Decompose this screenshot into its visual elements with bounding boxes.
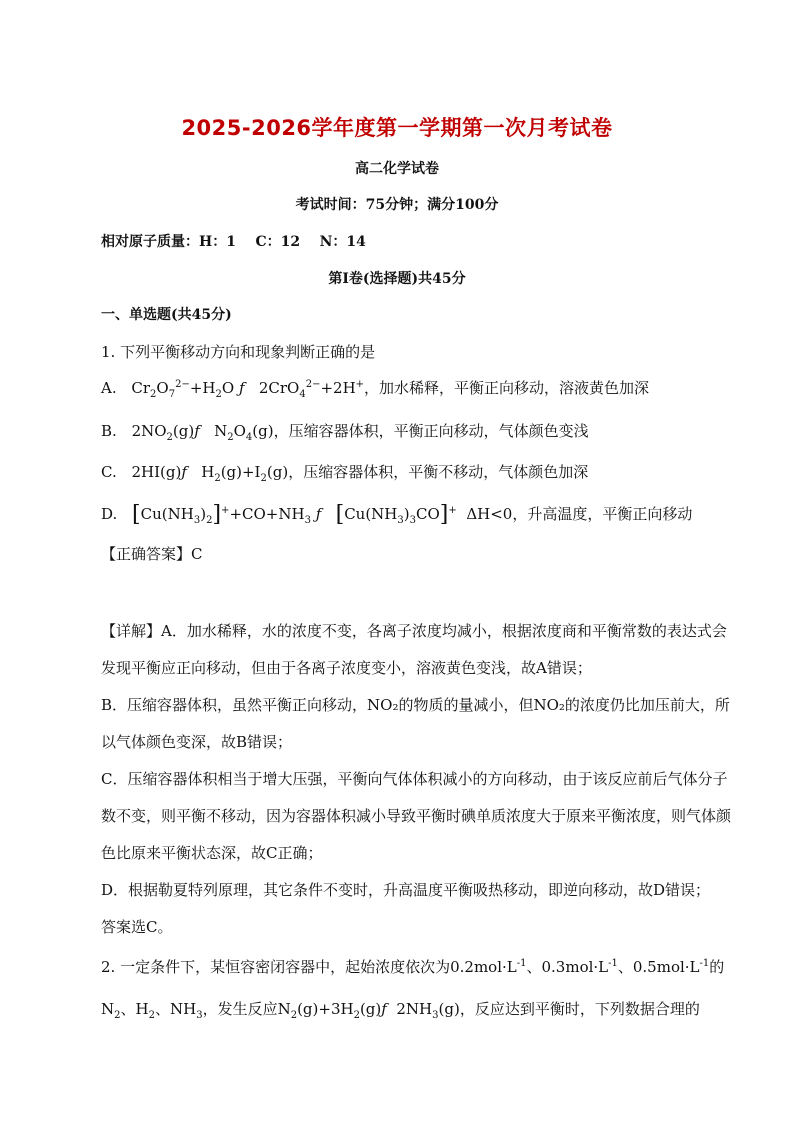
option-d — [101, 502, 692, 527]
option-b — [101, 420, 589, 441]
species-list: $N_2$、$H_2$、$NH_3$ — [101, 1000, 203, 1021]
question-1-stem: 1. 下列平衡移动方向和现象判断正确的是 — [101, 343, 376, 361]
option-c-equation: 2HI(g)ƒ $H_2(g)+I_2(g)$ — [131, 463, 289, 484]
question-2-mid: ，发生反应 — [202, 1000, 278, 1018]
question-2-suffix: 的 — [709, 958, 725, 976]
question-2-prefix: 2. 一定条件下，某恒容密闭容器中，起始浓度依次为 — [101, 958, 451, 976]
option-d-equation: $[Cu(NH_3)_2]^++CO+NH_3$ ƒ $[Cu(NH_3)_3CO]^+$ — [132, 502, 457, 527]
answer-line: 【正确答案】C — [101, 545, 203, 563]
option-a-text: ，加水稀释，平衡正向移动，溶液黄色加深 — [364, 379, 650, 397]
option-a-equation: $Cr_2O_7^{2-}+H_2O$ ƒ 2CrO$_4^{2-}$+2H+ — [131, 379, 365, 400]
option-b-label: B. — [101, 422, 117, 440]
option-d-label: D. — [101, 505, 118, 523]
option-c-text: ，压缩容器体积，平衡不移动，气体颜色加深 — [288, 463, 589, 481]
detail-line: 发现平衡应正向移动，但由于各离子浓度变小，溶液黄色变浅，故A错误； — [101, 659, 592, 677]
option-d-text: ΔH<0，升高温度，平衡正向移动 — [466, 505, 693, 523]
detail-line: 以气体颜色变深，故B错误； — [101, 733, 293, 751]
exam-subtitle: 高二化学试卷 — [355, 161, 439, 177]
option-c-label: C. — [101, 463, 117, 481]
option-c — [101, 461, 588, 482]
exam-info: 考试时间：75分钟；满分100分 — [295, 197, 499, 213]
question-2-line-2 — [101, 998, 700, 1019]
option-b-equation: $2NO_2(g)ƒ$ $N_2O_4(g)$ — [131, 422, 274, 443]
detail-line: 答案选C。 — [101, 918, 173, 936]
question-2-line-2-suffix: ，反应达到平衡时，下列数据合理的 — [459, 1000, 700, 1018]
question-2-line-1 — [101, 956, 724, 977]
option-a — [101, 377, 649, 398]
option-a-label: A. — [101, 379, 117, 397]
detail-line: 色比原来平衡状态深，故C正确； — [101, 844, 323, 862]
detail-line: 数不变，则平衡不移动，因为容器体积减小导致平衡时碘单质浓度大于原来平衡浓度，则气体颜 — [101, 807, 732, 825]
exam-title: 2025-2026学年度第一学期第一次月考试卷 — [181, 116, 613, 140]
section-title: 第Ⅰ卷(选择题)共45分 — [328, 271, 466, 287]
detail-line: B．压缩容器体积，虽然平衡正向移动，NO₂的物质的量减小，但NO₂的浓度仍比加压前大，所 — [101, 696, 730, 714]
detail-line: C．压缩容器体积相当于增大压强，平衡向气体体积减小的方向移动，由于该反应前后气体分子 — [101, 770, 728, 788]
detail-line: 【详解】A．加水稀释，水的浓度不变，各离子浓度均减小，根据浓度商和平衡常数的表达式会 — [101, 622, 727, 640]
part-title: 一、单选题(共45分) — [101, 307, 232, 323]
concentration-values: $0.2mol\cdot L^{-1}$、$0.3mol\cdot L^{-1}$、$0.5mol\cdot L^{-1}$ — [450, 958, 710, 976]
reaction-equation: $N_2(g)+3H_2(g)ƒ$ $2NH_3(g)$ — [277, 1000, 460, 1021]
atomic-mass-line: 相对原子质量：H：1 C：12 N：14 — [101, 234, 366, 250]
option-b-text: ，压缩容器体积，平衡正向移动，气体颜色变浅 — [273, 422, 589, 440]
detail-line: D．根据勒夏特列原理，其它条件不变时，升高温度平衡吸热移动，即逆向移动，故D错误； — [101, 881, 711, 899]
